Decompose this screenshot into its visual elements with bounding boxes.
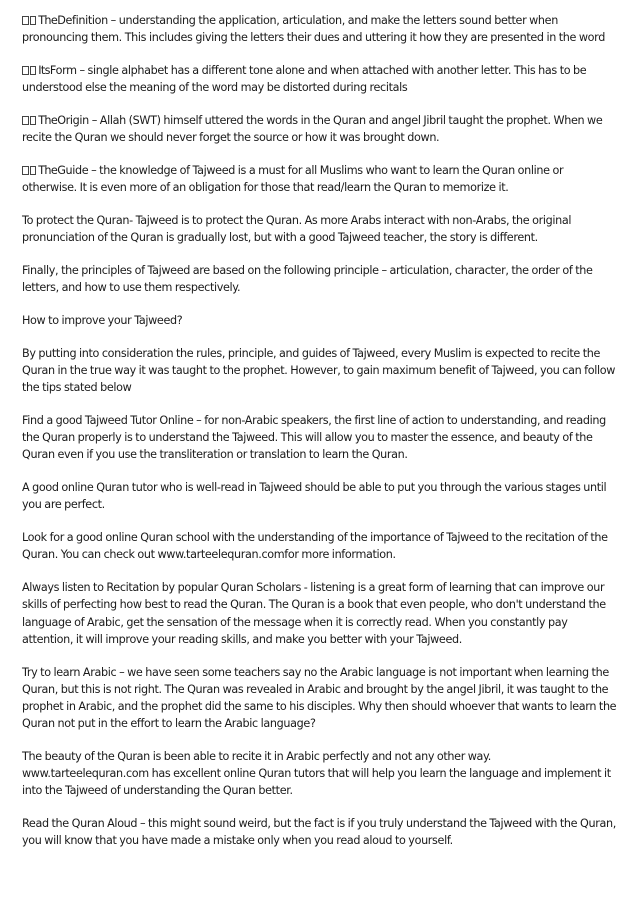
paragraph-listen-recitation: Always listen to Recitation by popular Quran Scholars - listening is a great form of learning that can improve our skills of perfecting how best to read the Quran. The Quran is a book that even people, who don't understand the language of Arabic, get the sensation of the message when it is correctly read. When you constantly pay attention, it will improve your reading skills, and make you better with your Tajweed. <box>22 581 606 646</box>
paragraph-text: Definition – understanding the application, articulation, and make the letters sound better when pronouncing them. This includes giving the letters their dues and uttering it how they are presented in the word <box>22 14 605 45</box>
paragraph-online-tutor: A good online Quran tutor who is well-read in Tajweed should be able to put you through the various stages until you are perfect. <box>22 481 607 512</box>
paragraph-lead: The <box>38 164 58 177</box>
paragraph-text: Guide – the knowledge of Tajweed is a must for all Muslims who want to learn the Quran online or otherwise. It is even more of an obligation for those that read/learn the Quran to memorize it. <box>22 164 564 195</box>
paragraph-definition <box>22 12 620 46</box>
paragraph-protect: To protect the Quran- Tajweed is to protect the Quran. As more Arabs interact with non-Arabs, the original pronunciation of the Quran is gradually lost, but with a good Tajweed teacher, the story is different. <box>22 214 572 245</box>
document-page <box>22 12 620 865</box>
paragraph-principles: Finally, the principles of Tajweed are based on the following principle – articulation, character, the order of the letters, and how to use them respectively. <box>22 264 593 295</box>
missing-glyph-icon <box>22 162 37 179</box>
paragraph-rules: By putting into consideration the rules, principle, and guides of Tajweed, every Muslim is expected to recite the Quran in the true way it was taught to the prophet. However, to gain maximum benefit of Tajweed, you can follow the tips stated below <box>22 346 616 395</box>
missing-glyph-icon <box>22 12 37 29</box>
paragraph-text: Origin – Allah (SWT) himself uttered the words in the Quran and angel Jibril taught the prophet. When we recite the Quran we should never forget the source or how it was brought down. <box>22 114 603 145</box>
paragraph-lead: The <box>38 114 58 127</box>
paragraph-learn-arabic: Try to learn Arabic – we have seen some teachers say no the Arabic language is not important when learning the Quran, but this is not right. The Quran was revealed in Arabic and brought by the angel Jibril, it was taught to the prophet in Arabic, and the prophet did the same to his disciples. Why then should whoever that wants to learn the Quran not put in the effort to learn the Arabic language? <box>22 665 617 731</box>
paragraph-form <box>22 62 620 96</box>
paragraph-lead: The <box>38 14 58 27</box>
paragraph-beauty-quran: The beauty of the Quran is been able to recite it in Arabic perfectly and not any other way. www.tarteelequran.com has excellent online Quran tutors that will help you learn the language and implement it into the Tajweed of understanding the Quran better. <box>22 750 611 798</box>
paragraph-origin <box>22 112 620 146</box>
paragraph-lead: Its <box>38 64 50 77</box>
paragraph-text: Form – single alphabet has a different tone alone and when attached with another letter. This has to be understood else the meaning of the word may be distorted during recitals <box>22 64 587 95</box>
paragraph-tutor-online: Find a good Tajweed Tutor Online – for non-Arabic speakers, the first line of action to understanding, and reading the Quran properly is to understand the Tajweed. This will allow you to master the essence, and beauty of the Quran even if you use the transliteration or translation to learn the Quran. <box>22 414 606 462</box>
missing-glyph-icon <box>22 62 37 79</box>
missing-glyph-icon <box>22 112 37 129</box>
section-heading-improve: How to improve your Tajweed? <box>22 314 183 327</box>
paragraph-quran-school: Look for a good online Quran school with the understanding of the importance of Tajweed to the recitation of the Quran. You can check out www.tarteelequran.comfor more information. <box>22 531 608 562</box>
paragraph-read-aloud: Read the Quran Aloud – this might sound weird, but the fact is if you truly understand the Tajweed with the Quran, you will know that you have made a mistake only when you read aloud to yourself. <box>22 817 616 848</box>
paragraph-guide <box>22 162 620 196</box>
